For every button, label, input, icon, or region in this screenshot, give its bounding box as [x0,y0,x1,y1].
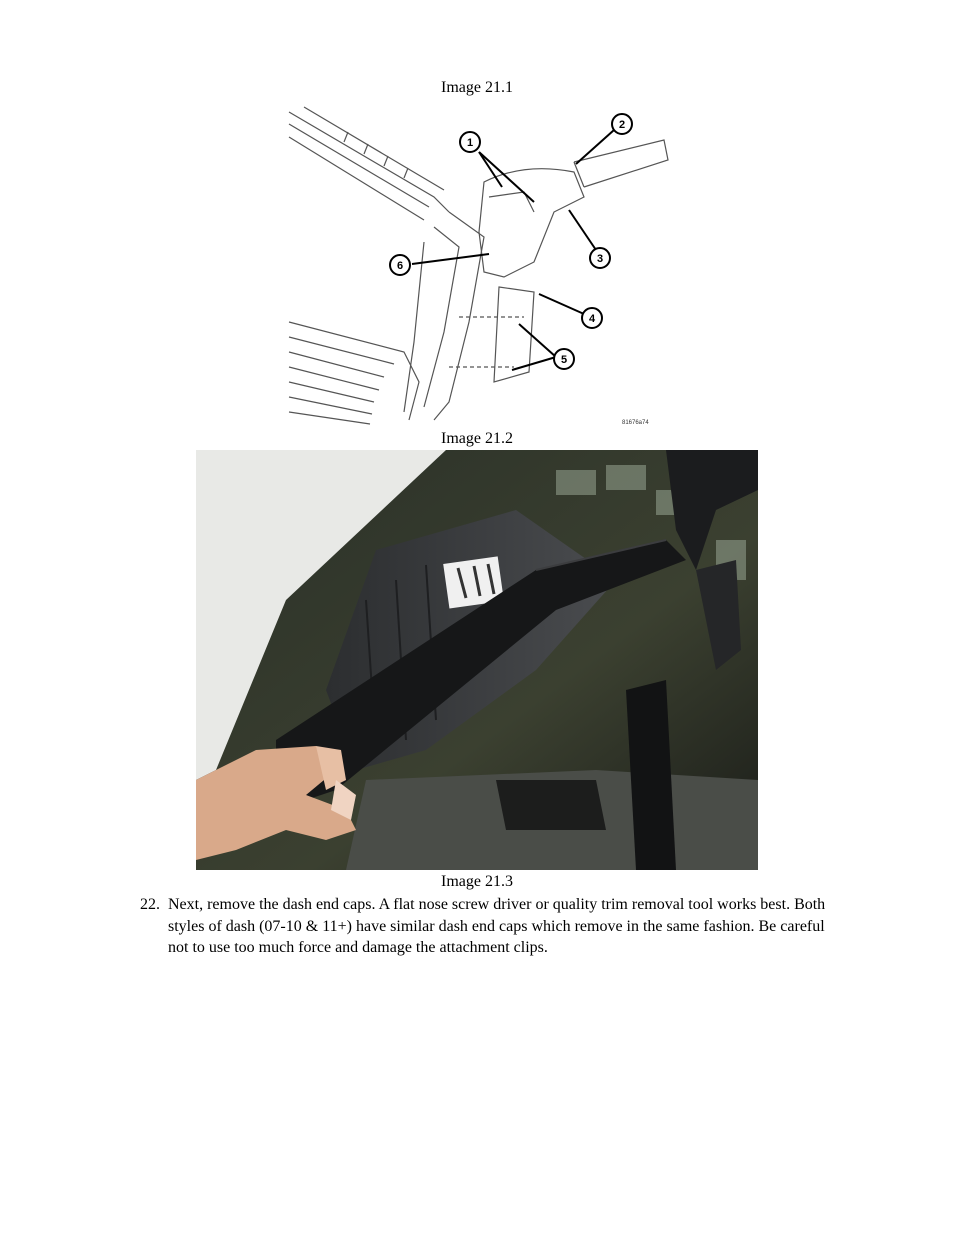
a-pillar-trim-diagram [284,102,670,428]
image-caption-21-1: Image 21.1 [441,79,513,96]
instruction-step-22 [140,894,840,959]
callout-1: 1 [466,137,474,149]
callout-5: 5 [560,354,568,366]
step-number: 22. [140,896,160,913]
callout-4: 4 [588,313,596,325]
step-text: Next, remove the dash end caps. A flat nose screw driver or quality trim removal tool works best. Both styles of dash (07-10 & 11+) have similar dash end caps which remove in the same fashion. Be careful not to use too much force and damage the attachment clips. [168,896,826,956]
image-caption-21-2: Image 21.2 [441,430,513,447]
callout-6: 6 [396,260,404,272]
image-caption-21-3: Image 21.3 [441,873,513,890]
callout-2: 2 [618,119,626,131]
diagram-code: 81676a74 [622,420,649,426]
trim-removal-photo [196,450,758,870]
callout-3: 3 [596,253,604,265]
